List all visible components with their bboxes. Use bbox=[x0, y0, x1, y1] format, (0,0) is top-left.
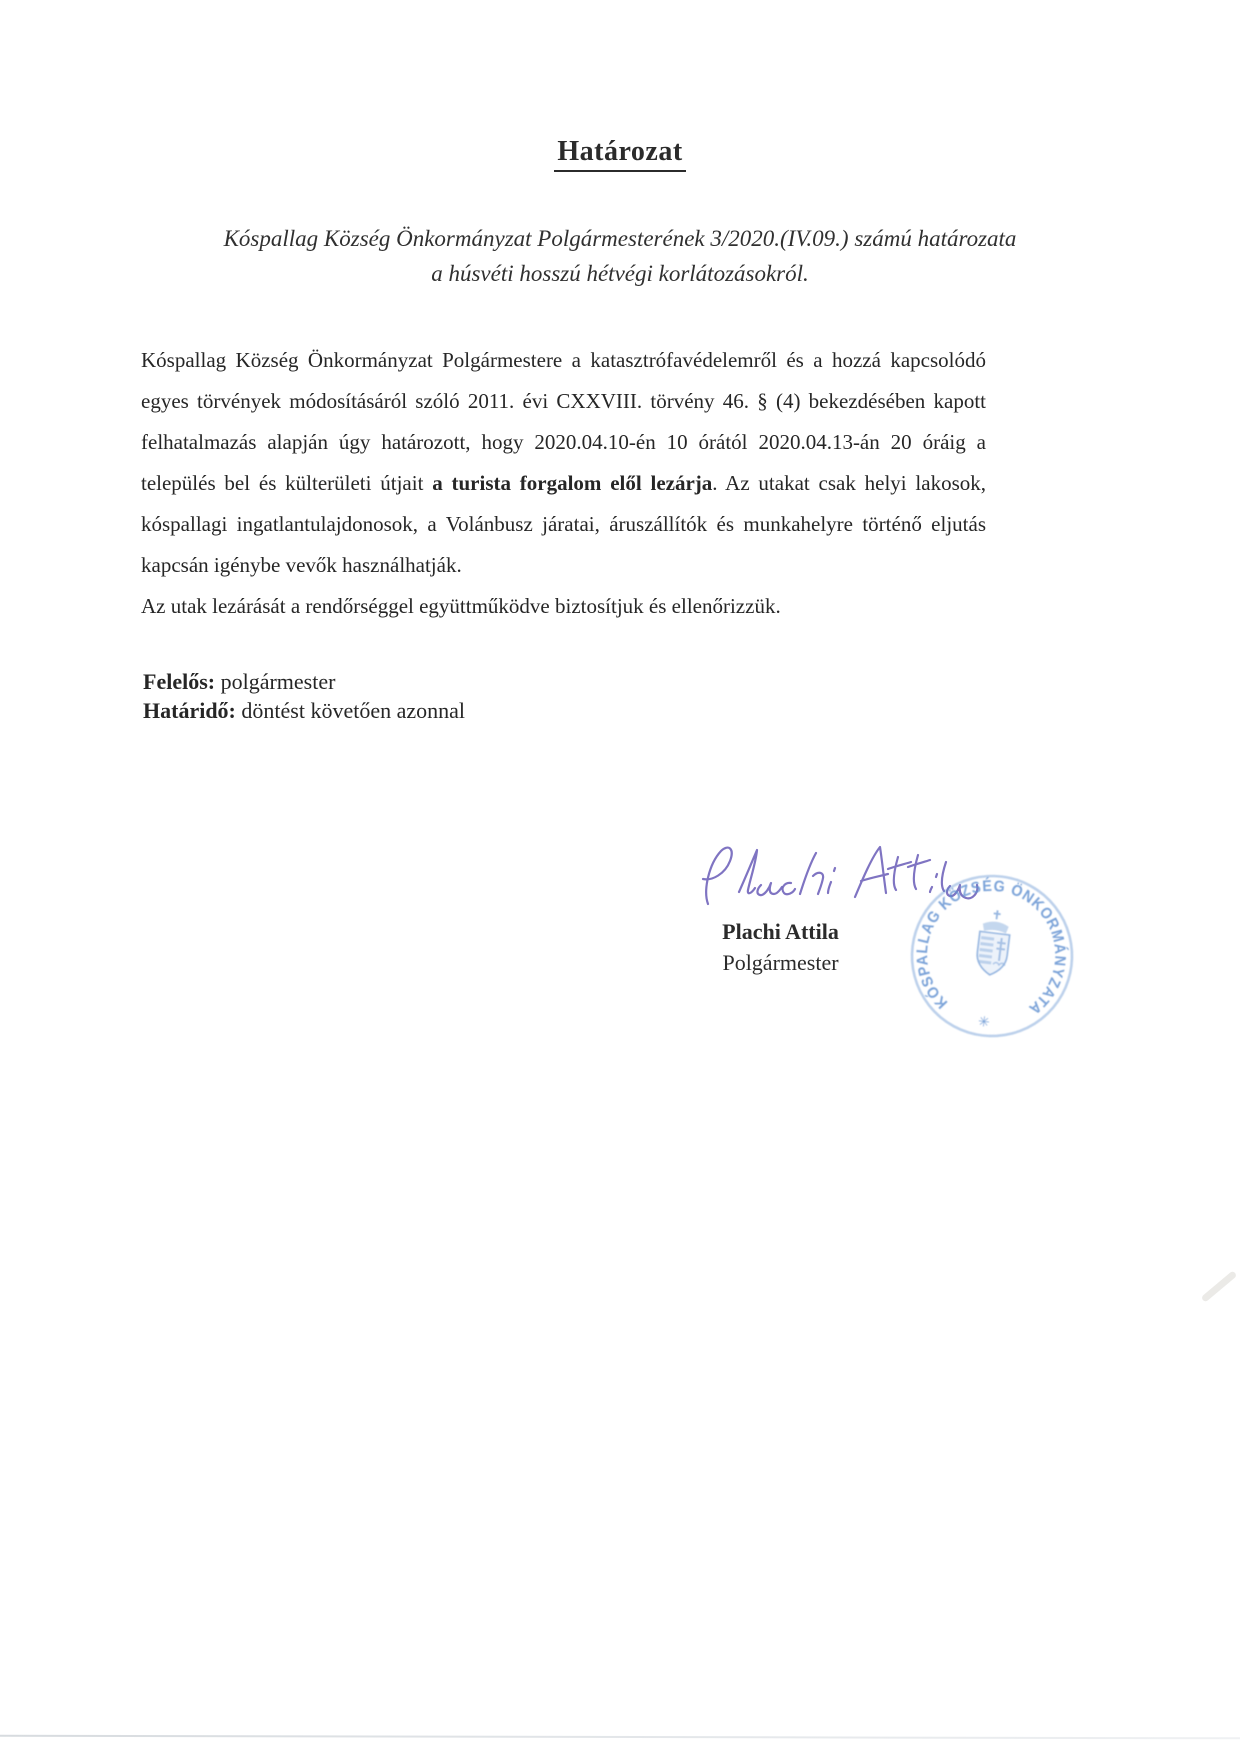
body-line bbox=[141, 422, 986, 463]
body-text-run: kapcsán igénybe vevők használhatják. bbox=[141, 553, 462, 577]
body-text-run: felhatalmazás alapján úgy határozott, hogy 2020.04.10-én 10 órától 2020.04.13-án 20 óráig a bbox=[141, 430, 986, 454]
body-line bbox=[141, 463, 986, 504]
subtitle-line-1: Kóspallag Község Önkormányzat Polgármesterének 3/2020.(IV.09.) számú határozata bbox=[223, 226, 1017, 251]
deadline-value: döntést követően azonnal bbox=[241, 698, 465, 723]
title-row bbox=[0, 136, 1240, 172]
body-text-run: Az utak lezárását a rendőrséggel együttműködve biztosítjuk és ellenőrizzük. bbox=[141, 594, 781, 618]
scan-artifact-slash bbox=[1201, 1270, 1238, 1302]
stamp-separator-star-icon: ✳ bbox=[977, 1012, 991, 1031]
signer-name: Plachi Attila bbox=[722, 919, 839, 944]
meta-block bbox=[143, 667, 465, 725]
responsible-line bbox=[143, 667, 465, 696]
body-line bbox=[141, 586, 986, 627]
responsible-value: polgármester bbox=[220, 669, 336, 694]
body-line bbox=[141, 381, 986, 422]
body-text-run: település bel és külterületi útjait bbox=[141, 471, 433, 495]
document-subtitle bbox=[0, 221, 1240, 291]
body-line bbox=[141, 340, 986, 381]
signature-block bbox=[688, 916, 873, 978]
body-text-run: kóspallagi ingatlantulajdonosok, a Volánbusz járatai, áruszállítók és munkahelyre történő eljutás bbox=[141, 512, 986, 536]
municipal-stamp bbox=[906, 870, 1078, 1042]
body-text-run: Kóspallag Község Önkormányzat Polgármestere a katasztrófavédelemről és a hozzá kapcsolódó bbox=[141, 348, 986, 372]
body-line bbox=[141, 504, 986, 545]
document-title: Határozat bbox=[554, 136, 685, 172]
signer-role: Polgármester bbox=[722, 950, 839, 975]
responsible-label: Felelős: bbox=[143, 669, 216, 694]
stamp-ring-text: KÓSPALLAG KÖZSÉG ÖNKORMÁNYZATA bbox=[913, 877, 1069, 1019]
stamp-coat-of-arms-icon bbox=[975, 909, 1013, 977]
body-text-run: . Az utakat csak helyi lakosok, bbox=[712, 471, 986, 495]
body-text-bold-run: a turista forgalom elől lezárja bbox=[432, 471, 713, 495]
subtitle-line-2: a húsvéti hosszú hétvégi korlátozásokról. bbox=[431, 261, 809, 286]
body-line bbox=[141, 545, 986, 586]
body-text-run: egyes törvények módosításáról szóló 2011. évi CXXVIII. törvény 46. § (4) bekezdésében kapott bbox=[141, 389, 986, 413]
deadline-label: Határidő: bbox=[143, 698, 236, 723]
deadline-line bbox=[143, 696, 465, 725]
body-paragraph bbox=[141, 340, 986, 627]
scan-artifact-bottom-line bbox=[0, 1735, 1240, 1740]
